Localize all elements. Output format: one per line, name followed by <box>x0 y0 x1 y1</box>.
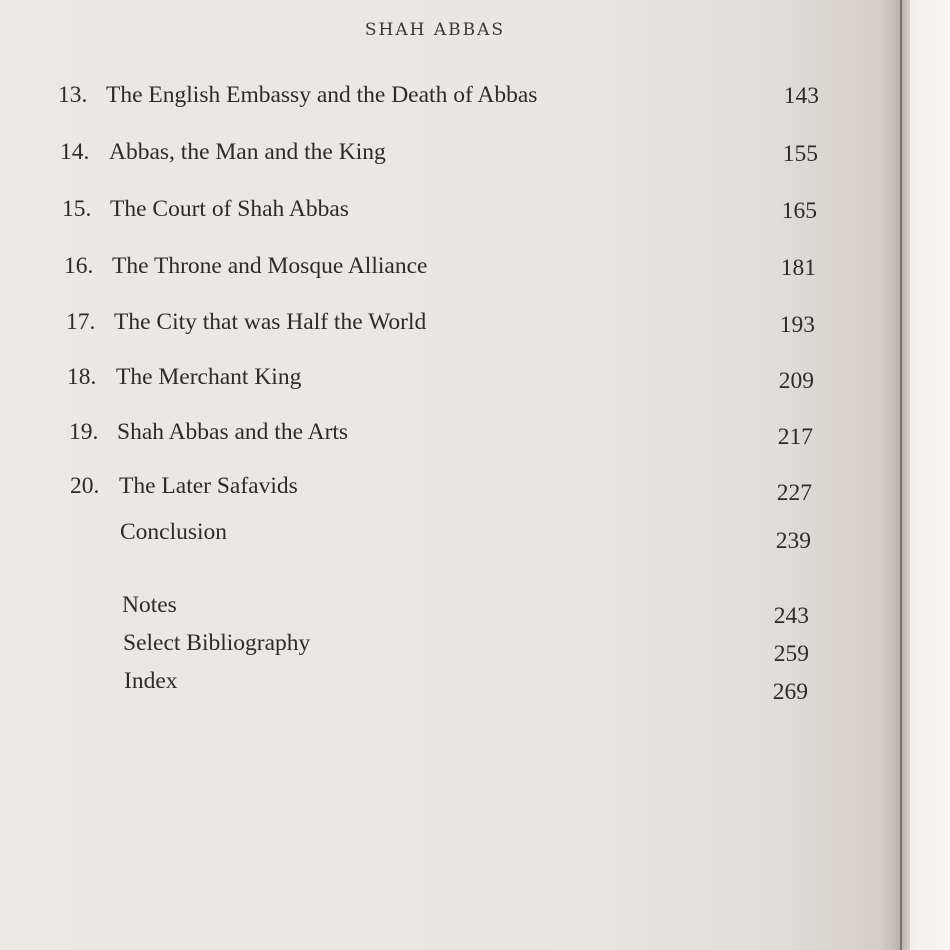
chapter-13-title: The English Embassy and the Death of Abbas <box>106 82 538 108</box>
chapter-15-page: 165 <box>781 198 817 224</box>
chapter-18-title: The Merchant King <box>116 364 302 390</box>
chapter-17-number: 17. <box>66 309 96 335</box>
chapter-19-title: Shah Abbas and the Arts <box>117 419 349 445</box>
chapter-20-page: 227 <box>776 480 812 506</box>
conclusion-page: 239 <box>775 528 811 554</box>
chapter-13-number: 13. <box>58 82 88 108</box>
chapter-17-page: 193 <box>779 312 815 338</box>
chapter-16-title: The Throne and Mosque Alliance <box>112 253 428 279</box>
chapter-18-page: 209 <box>778 368 814 394</box>
index-title: Index <box>124 668 178 694</box>
chapter-20-title: The Later Safavids <box>119 473 298 499</box>
notes-page: 243 <box>773 603 809 629</box>
page-curve-shadow <box>880 0 902 950</box>
page-edge <box>902 0 910 950</box>
chapter-20-number: 20. <box>70 473 100 499</box>
chapter-19-number: 19. <box>69 419 99 445</box>
conclusion-title: Conclusion <box>120 519 228 545</box>
chapter-15-number: 15. <box>62 196 92 222</box>
chapter-17-title: The City that was Half the World <box>114 309 427 335</box>
chapter-14-page: 155 <box>782 141 818 167</box>
notes-title: Notes <box>122 592 177 618</box>
running-head: SHAH ABBAS <box>364 20 506 40</box>
chapter-13-page: 143 <box>783 83 819 109</box>
chapter-14-number: 14. <box>60 139 90 165</box>
chapter-18-number: 18. <box>67 364 97 390</box>
chapter-15-title: The Court of Shah Abbas <box>110 196 349 222</box>
chapter-19-page: 217 <box>777 424 813 450</box>
bibliography-page: 259 <box>773 641 809 667</box>
chapter-14-title: Abbas, the Man and the King <box>109 139 386 165</box>
facing-page <box>910 0 950 950</box>
chapter-16-number: 16. <box>64 253 94 279</box>
chapter-16-page: 181 <box>780 255 816 281</box>
bibliography-title: Select Bibliography <box>123 630 311 656</box>
index-page: 269 <box>772 679 808 705</box>
